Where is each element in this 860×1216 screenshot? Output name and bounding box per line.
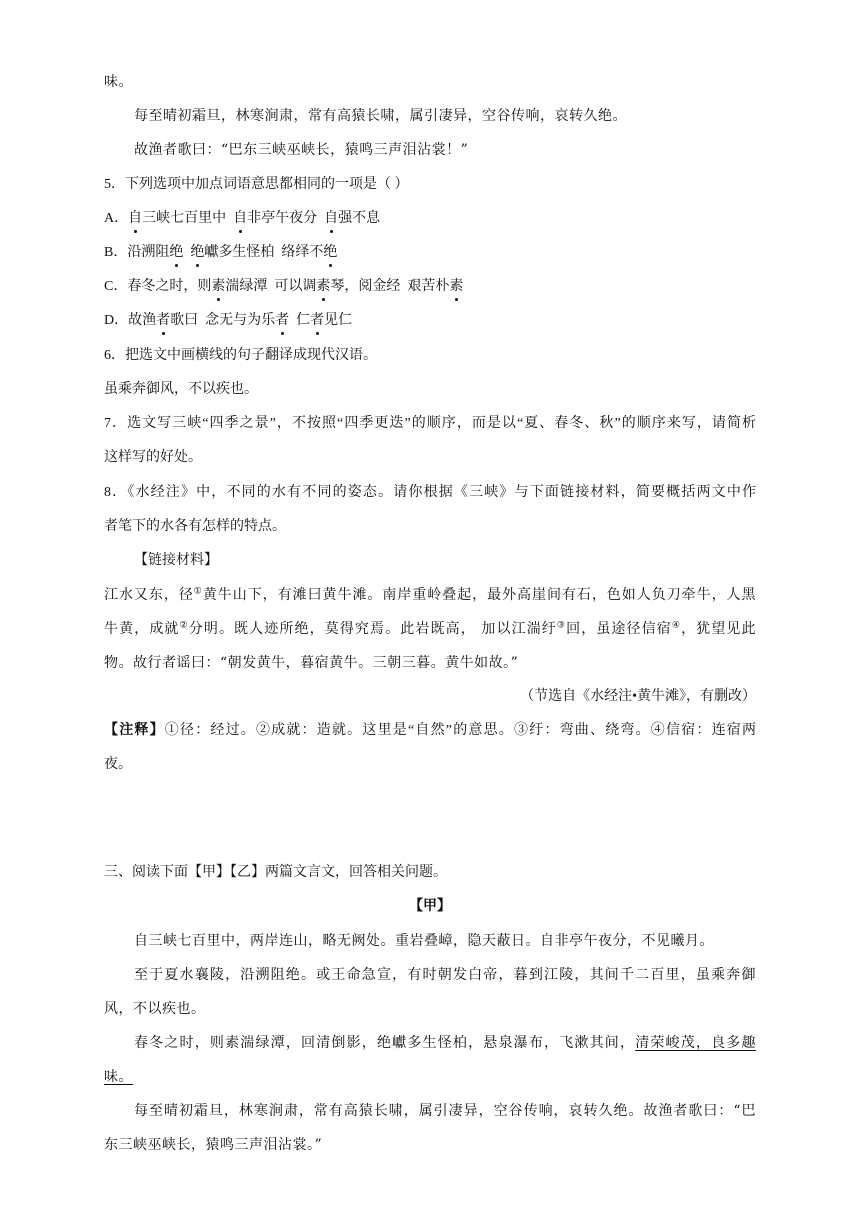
section-3-heading: 三、阅读下面【甲】【乙】两篇文言文，回答相关问题。 <box>104 865 447 880</box>
question-6-stem: 6．把选文中画横线的句子翻译成现代汉语。 <box>104 348 377 363</box>
passage-paragraph-fisher: 故渔者歌曰：“巴东三峡巫峡长，猿鸣三声泪沾裳！” <box>134 142 469 158</box>
passage-jia-paragraph-2-line-1: 至于夏水襄陵，沿溯阻绝。或王命急宣，有时朝发白帝，暮到江陵，其间千二百里，虽乘奔御 <box>134 967 756 983</box>
question-6-sentence: 虽乘奔御风，不以疾也。 <box>104 382 258 397</box>
link-material-line-1: 江水又东，径①黄牛山下，有滩曰黄牛滩。南岸重岭叠起，最外高崖间有石，色如人负刀牵牛，人黑 <box>104 586 757 603</box>
passage-jia-paragraph-4-line-1: 每至晴初霜旦，林寒涧肃，常有高猿长啸，属引凄异，空谷传响，哀转久绝。故渔者歌曰：“巴 <box>134 1103 756 1119</box>
notes-line-1: 【注释】①径：经过。②成就：造就。这里是“自然”的意思。③纡：弯曲、绕弯。④信宿：连宿两 <box>104 723 756 738</box>
passage-jia-paragraph-3-line-1: 春冬之时，则素湍绿潭，回清倒影，绝巘多生怪柏，悬泉瀑布，飞漱其间，清荣峻茂，良多趣 <box>134 1035 756 1051</box>
question-5-option-c: C．春冬之时，则素湍绿潭 可以调素琴，阅金经 艰苦朴素 <box>104 279 464 294</box>
passage-tail: 味。 <box>104 74 133 90</box>
link-material-line-2: 牛黄，成就②分明。既人迹所绝，莫得究焉。此岩既高， 加以江湍纡③回，虽途径信宿④，犹望见此 <box>104 620 756 637</box>
question-8-line-2: 者笔下的水各有怎样的特点。 <box>104 519 286 534</box>
question-7-line-1: 7．选文写三峡“四季之景”，不按照“四季更迭”的顺序，而是以“夏、春冬、秋”的顺序来写，请简析 <box>104 416 756 431</box>
question-5-option-b: B．沿溯阻绝 绝巘多生怪柏 络绎不绝 <box>104 245 338 260</box>
link-material-source: （节选自《水经注•黄牛滩》，有删改） <box>520 689 756 704</box>
passage-jia-label: 【甲】 <box>409 899 451 914</box>
passage-jia-paragraph-4-line-2: 东三峡巫峡长，猿鸣三声泪沾裳。” <box>104 1137 323 1153</box>
question-8-line-1: 8．《水经注》中，不同的水有不同的姿态。请你根据《三峡》与下面链接材料，简要概括两文中作 <box>104 485 756 500</box>
passage-paragraph-autumn: 每至晴初霜旦，林寒涧肃，常有高猿长啸，属引凄异，空谷传响，哀转久绝。 <box>134 108 627 124</box>
question-5-option-a: A．自三峡七百里中 自非亭午夜分 自强不息 <box>104 211 381 226</box>
passage-jia-paragraph-1: 自三峡七百里中，两岸连山，略无阙处。重岩叠嶂，隐天蔽日。自非亭午夜分，不见曦月。 <box>134 933 714 949</box>
link-material-line-3: 物。故行者谣曰：“朝发黄牛，暮宿黄牛。三朝三暮。黄牛如故。” <box>104 655 519 671</box>
underlined-sentence: 清荣峻茂，良多趣 <box>635 1035 756 1051</box>
link-material-title: 【链接材料】 <box>134 553 218 568</box>
notes-line-2: 夜。 <box>104 757 132 772</box>
question-7-line-2: 这样写的好处。 <box>104 450 202 465</box>
question-5-option-d: D．故渔者歌曰 念无与为乐者 仁者见仁 <box>104 313 353 328</box>
passage-jia-paragraph-3-line-2: 味。 <box>104 1069 133 1085</box>
passage-jia-paragraph-2-line-2: 风，不以疾也。 <box>104 1001 206 1017</box>
question-5-stem: 5．下列选项中加点词语意思都相同的一项是（ ） <box>104 177 409 192</box>
